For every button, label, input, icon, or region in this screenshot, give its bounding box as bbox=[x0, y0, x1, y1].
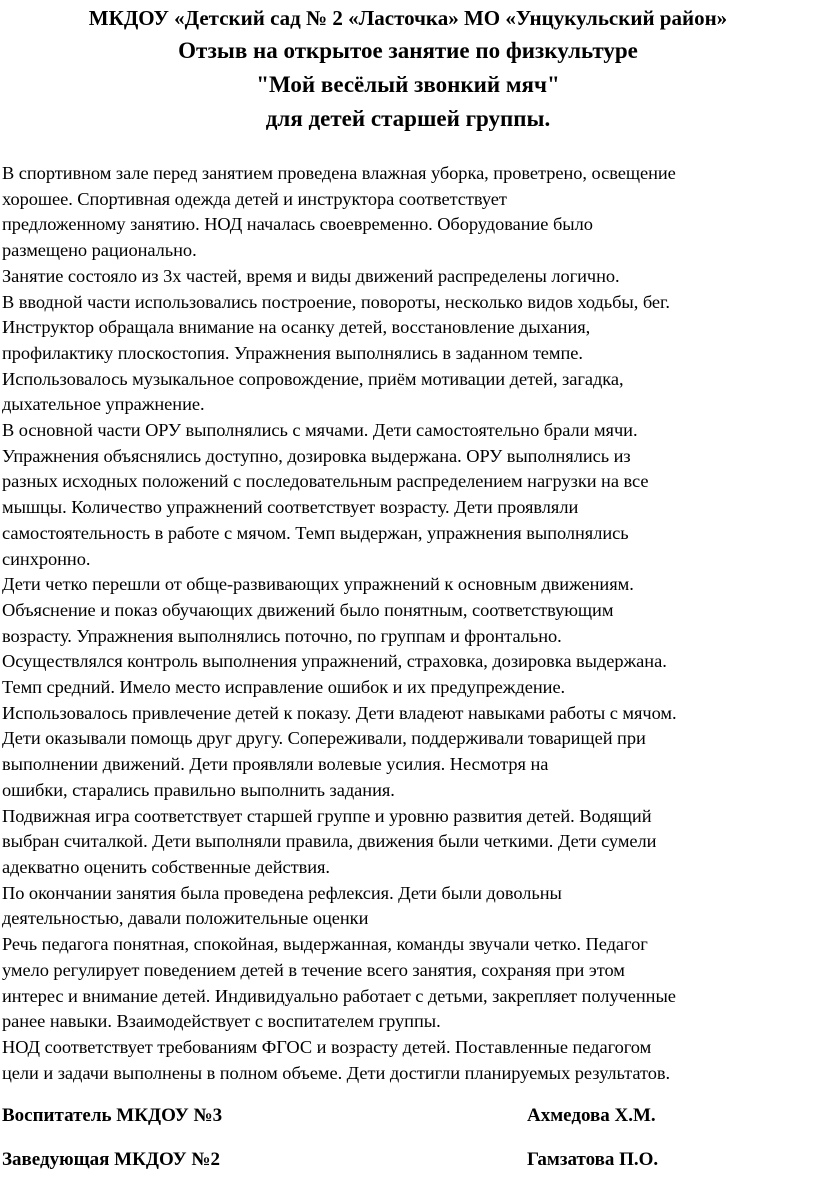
body-line: размещено рационально. bbox=[2, 240, 197, 261]
document-title-line-3: для детей старшей группы. bbox=[265, 106, 551, 131]
body-line: синхронно. bbox=[2, 548, 91, 569]
body-line: разных исходных положений с последовательным распределением нагрузки на все bbox=[2, 471, 649, 492]
body-line: ранее навыки. Взаимодействует с воспитателем группы. bbox=[2, 1011, 441, 1032]
body-line: предложенному занятию. НОД началась своевременно. Оборудование было bbox=[2, 214, 593, 235]
body-line: В спортивном зале перед занятием проведена влажная уборка, проветрено, освещение bbox=[2, 163, 676, 183]
body-line: В вводной части использовались построение, повороты, несколько видов ходьбы, бег. bbox=[2, 291, 670, 312]
body-line: выполнении движений. Дети проявляли волевые усилия. Несмотря на bbox=[2, 754, 549, 775]
organization-name: МКДОУ «Детский сад № 2 «Ласточка» МО «Унцукульский район» bbox=[88, 6, 728, 30]
document-title-line-2: "Мой весёлый звонкий мяч" bbox=[256, 72, 560, 97]
body-line: дыхательное упражнение. bbox=[2, 394, 205, 415]
signature-role: Воспитатель МКДОУ №3 bbox=[2, 1105, 223, 1126]
body-line: адекватно оценить собственные действия. bbox=[2, 856, 330, 877]
body-line: Осуществлялся контроль выполнения упражнений, страховка, дозировка выдержана. bbox=[2, 651, 667, 672]
document-title-line-1: Отзыв на открытое занятие по физкультуре bbox=[178, 38, 638, 63]
body-line: Подвижная игра соответствует старшей группе и уровню развития детей. Водящий bbox=[2, 805, 652, 826]
body-line: Дети четко перешли от обще-развивающих упражнений к основным движениям. bbox=[2, 574, 634, 595]
body-line: интерес и внимание детей. Индивидуально работает с детьми, закрепляет полученные bbox=[2, 985, 676, 1006]
signature-row-teacher bbox=[2, 1101, 814, 1131]
body-line: Упражнения объяснялись доступно, дозировка выдержана. ОРУ выполнялись из bbox=[2, 445, 631, 466]
body-line: деятельностью, давали положительные оценки bbox=[2, 908, 369, 929]
body-line: хорошее. Спортивная одежда детей и инструктора соответствует bbox=[2, 188, 507, 209]
body-line: ошибки, старались правильно выполнить задания. bbox=[2, 779, 395, 800]
signature-name: Гамзатова П.О. bbox=[527, 1149, 659, 1170]
body-line: Инструктор обращала внимание на осанку детей, восстановление дыхания, bbox=[2, 317, 591, 338]
body-line: цели и задачи выполнены в полном объеме. Дети достигли планируемых результатов. bbox=[2, 1062, 671, 1083]
signature-row-head bbox=[2, 1145, 814, 1175]
body-line: возрасту. Упражнения выполнялись поточно, по группам и фронтально. bbox=[2, 625, 562, 646]
body-line: В основной части ОРУ выполнялись с мячами. Дети самостоятельно брали мячи. bbox=[2, 420, 638, 441]
body-line: Занятие состояло из 3х частей, время и виды движений распределены логично. bbox=[2, 265, 620, 286]
body-line: НОД соответствует требованиям ФГОС и возрасту детей. Поставленные педагогом bbox=[2, 1036, 652, 1057]
body-line: самостоятельность в работе с мячом. Темп выдержан, упражнения выполнялись bbox=[2, 522, 629, 543]
body-line: Использовалось привлечение детей к показу. Дети владеют навыками работы с мячом. bbox=[2, 702, 677, 723]
body-line: Речь педагога понятная, спокойная, выдержанная, команды звучали четко. Педагог bbox=[2, 934, 648, 955]
body-line: мышцы. Количество упражнений соответствует возрасту. Дети проявляли bbox=[2, 497, 579, 518]
review-body bbox=[2, 161, 814, 1086]
body-line: профилактику плоскостопия. Упражнения выполнялись в заданном темпе. bbox=[2, 342, 583, 363]
body-line: Дети оказывали помощь друг другу. Сопереживали, поддерживали товарищей при bbox=[2, 728, 646, 749]
signature-role: Заведующая МКДОУ №2 bbox=[2, 1149, 220, 1170]
document-header bbox=[0, 2, 816, 136]
body-line: Использовалось музыкальное сопровождение, приём мотивации детей, загадка, bbox=[2, 368, 624, 389]
body-line: умело регулирует поведением детей в течение всего занятия, сохраняя при этом bbox=[2, 959, 625, 980]
signature-name: Ахмедова Х.М. bbox=[527, 1105, 656, 1126]
body-line: Объяснение и показ обучающих движений было понятным, соответствующим bbox=[2, 599, 614, 620]
body-line: выбран считалкой. Дети выполняли правила, движения были четкими. Дети сумели bbox=[2, 831, 657, 852]
body-line: По окончании занятия была проведена рефлексия. Дети были довольны bbox=[2, 882, 562, 903]
body-line: Темп средний. Имело место исправление ошибок и их предупреждение. bbox=[2, 677, 566, 698]
